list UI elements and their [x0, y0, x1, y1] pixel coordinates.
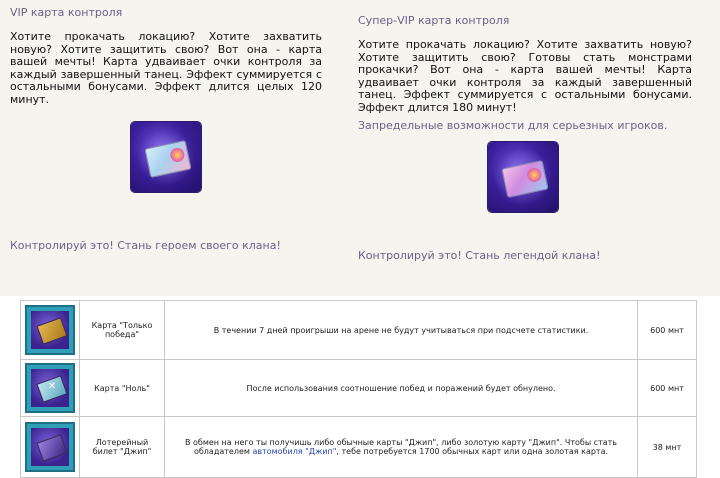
item-icon-cell	[21, 417, 79, 477]
item-description-text-end: , тебе потребуется 1700 обычных карт или одна золотая карта.	[336, 447, 609, 456]
jeep-car-link[interactable]: автомобиля "Джип"	[252, 447, 337, 456]
item-description-text: В обмен на него ты получишь либо обычные карты "Джип", либо золотую карту "Джип". Чтобы стать обладателем	[184, 438, 618, 456]
item-duration: 600 мнт	[638, 360, 696, 416]
emblem-icon	[169, 147, 186, 164]
item-name: Карта "Только победа"	[80, 301, 164, 359]
table-row	[21, 301, 696, 359]
super-vip-card-footer: Контролируй это! Стань легендой клана!	[358, 249, 601, 262]
super-vip-card-image	[488, 142, 558, 212]
item-name: Лотерейный билет "Джип"	[80, 417, 164, 477]
vip-card-footer: Контролируй это! Стань героем своего клана!	[10, 239, 281, 252]
jeep-ticket-icon[interactable]	[25, 422, 75, 472]
item-icon-cell	[21, 360, 79, 416]
items-table	[20, 300, 697, 478]
super-vip-card-description: Хотите прокачать локацию? Хотите захватить новую? Хотите защитить свою? Готовы стать монстрами прокачки? Вот она - карта вашей мечты! Карта удваивает очки контроля за каждый завершенный танец. Эффект суммируется с остальными бонусами. Эффект длится 180 минут!	[358, 38, 692, 114]
item-icon-cell	[21, 301, 79, 359]
super-vip-card-column	[358, 14, 692, 132]
super-vip-card-extra: Запредельные возможности для серьезных игроков.	[358, 118, 668, 132]
vip-card-description: Хотите прокачать локацию? Хотите захватить новую? Хотите защитить свою? Вот она - карта вашей мечты! Карта удваивает очки контроля за каждый завершенный танец. Эффект суммируется с остальными бонусами. Эффект длится целых 120 минут.	[10, 30, 322, 106]
victory-card-icon[interactable]	[25, 305, 75, 355]
vip-card-column	[10, 6, 322, 107]
item-description: После использования соотношение побед и поражений будет обнулено.	[165, 360, 637, 416]
emblem-icon	[526, 167, 543, 184]
item-duration: 38 мнт	[638, 417, 696, 477]
zero-card-icon[interactable]: ✕	[25, 363, 75, 413]
item-duration: 600 мнт	[638, 301, 696, 359]
item-name: Карта "Ноль"	[80, 360, 164, 416]
item-description	[165, 417, 637, 477]
vip-card-image	[131, 122, 201, 192]
super-vip-card-title: Супер-VIP карта контроля	[358, 14, 510, 27]
table-row	[21, 417, 696, 477]
vip-card-title: VIP карта контроля	[10, 6, 123, 19]
table-row	[21, 360, 696, 416]
item-description: В течении 7 дней проигрыши на арене не будут учитываться при подсчете статистики.	[165, 301, 637, 359]
